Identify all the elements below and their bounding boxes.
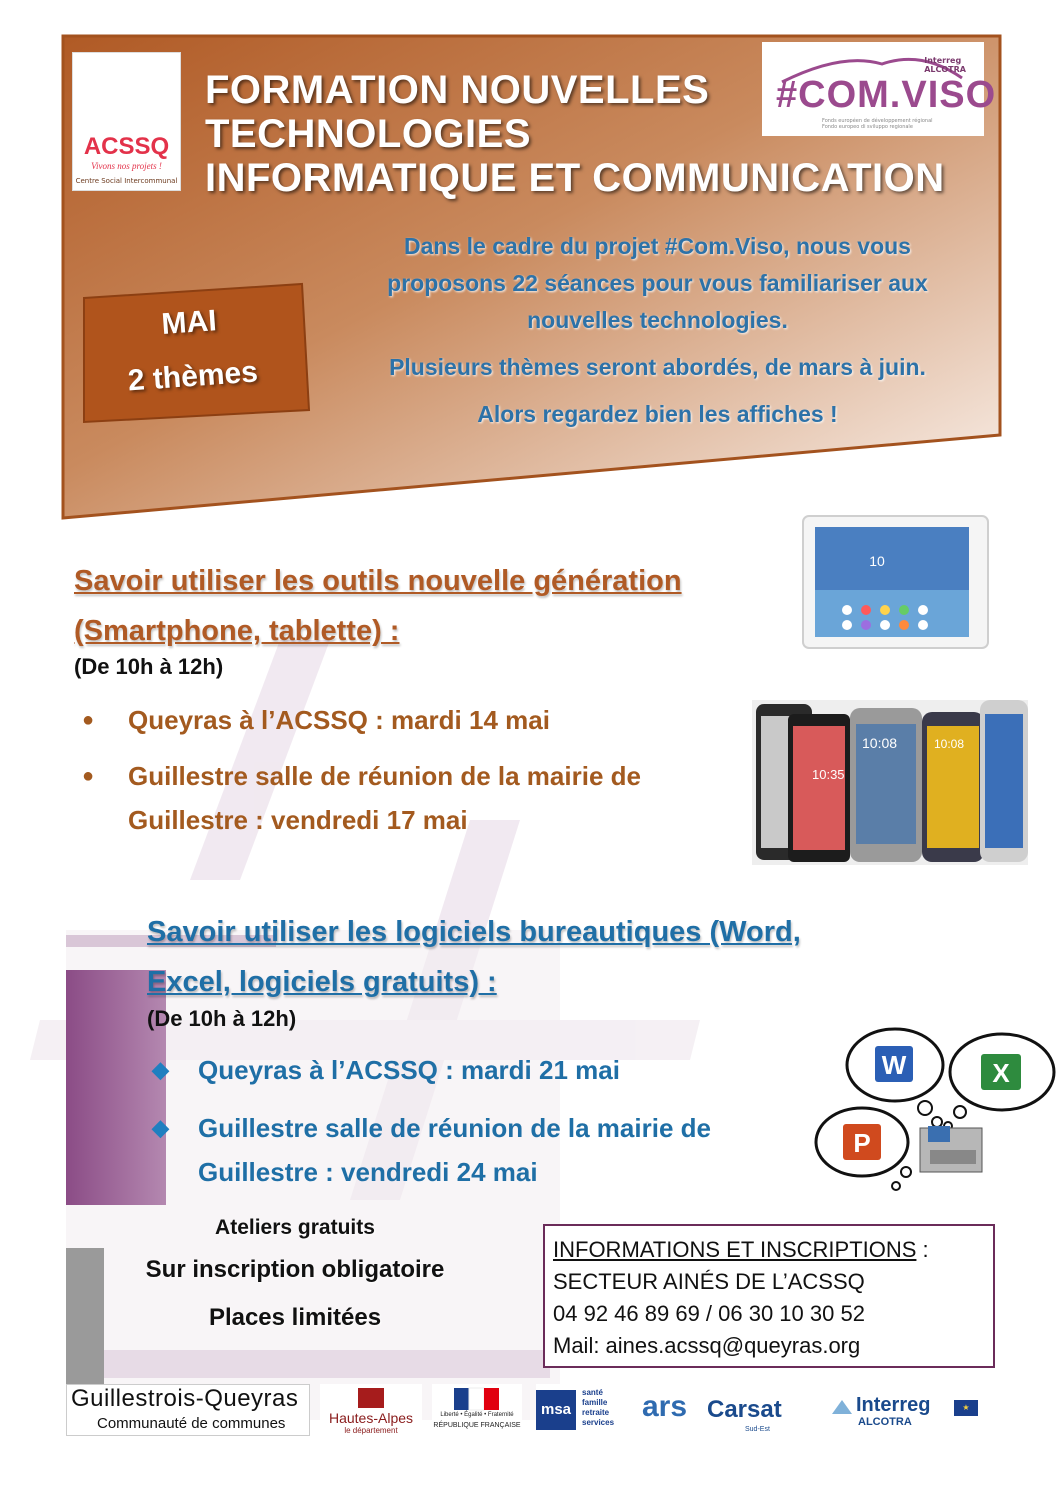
list-item (78, 754, 758, 842)
section1-list (78, 698, 758, 854)
section2-title (147, 907, 907, 1007)
title-line: INFORMATIQUE ET COMMUNICATION (205, 156, 945, 200)
list-item (78, 698, 758, 742)
carsat-name: Carsat (707, 1396, 782, 1423)
ars-logo (640, 1384, 698, 1436)
bullet-icon: ● (82, 765, 95, 787)
phone-clock-3: 10:08 (934, 737, 965, 751)
section2-title-line: Savoir utiliser les logiciels bureautiques (Word, (147, 916, 801, 948)
intro-line: Plusieurs thèmes seront abordés, de mars à juin. (389, 354, 926, 380)
intro-line: Dans le cadre du projet #Com.Viso, nous vous (404, 233, 911, 259)
intro-line: proposons 22 séances pour vous familiariser aux (387, 270, 928, 296)
list-item (150, 1106, 810, 1194)
bullet-icon: ● (82, 709, 95, 731)
interreg-triangle-icon (828, 1398, 856, 1418)
list-item-text: Guillestre salle de réunion de la mairie de Guillestre : vendredi 17 mai (128, 761, 641, 835)
section1-title-line: (Smartphone, tablette) : (74, 615, 400, 647)
republique-motto: Liberté • Égalité • Fraternité (440, 1412, 514, 1418)
comviso-logo (762, 42, 997, 136)
list-item-text: Queyras à l’ACSSQ : mardi 14 mai (128, 705, 550, 735)
intro-line: nouvelles technologies. (527, 307, 788, 333)
phone-clock-2: 10:08 (862, 735, 898, 751)
guillestrois-queyras-logo (66, 1384, 310, 1436)
acssq-logo-name: ACSSQ (83, 133, 170, 160)
hautes-alpes-emblem-icon (320, 1386, 422, 1410)
info-mail[interactable]: Mail: aines.acssq@queyras.org (553, 1333, 861, 1358)
list-item-text: Queyras à l’ACSSQ : mardi 21 mai (198, 1055, 620, 1085)
hautes-alpes-sub: le département (344, 1426, 398, 1435)
word-icon: W (881, 1050, 907, 1080)
month-badge-text (92, 290, 289, 411)
interreg-sub: ALCOTRA (858, 1416, 912, 1428)
powerpoint-icon: P (853, 1128, 871, 1158)
section2-list (150, 1048, 810, 1208)
ateliers-line: Ateliers gratuits (215, 1216, 375, 1239)
month-label: MAI (160, 304, 218, 341)
guillestrois-name: Guillestrois-Queyras (71, 1385, 299, 1412)
list-item (150, 1048, 810, 1092)
republique-name: RÉPUBLIQUE FRANÇAISE (433, 1422, 521, 1429)
msa-logo (536, 1384, 631, 1436)
themes-label: 2 thèmes (126, 355, 259, 398)
title-line: TECHNOLOGIES (205, 112, 532, 156)
ateliers-info (110, 1210, 480, 1342)
guillestrois-sub: Communauté de communes (97, 1415, 286, 1432)
section1-title-line: Savoir utiliser les outils nouvelle génération (74, 565, 682, 597)
acssq-logo-slogan: Vivons nos projets ! (91, 161, 162, 171)
republique-francaise-logo (432, 1384, 522, 1436)
comviso-fund-text: Fonds européen de développement régional Fondo europeo di sviluppo regionale (822, 118, 933, 130)
info-box (543, 1224, 995, 1368)
info-sector: SECTEUR AINÉS DE L’ACSSQ (553, 1269, 865, 1294)
msa-lines: santé famille retraite services (582, 1388, 615, 1427)
ars-name: ars (642, 1390, 688, 1423)
excel-icon: X (992, 1058, 1010, 1088)
list-item-text: Guillestre salle de réunion de la mairie de Guillestre : vendredi 24 mai (198, 1113, 711, 1187)
acssq-logo-subtitle: Centre Social Intercommunal (75, 177, 178, 185)
info-heading: INFORMATIONS ET INSCRIPTIONS : (553, 1237, 929, 1262)
carsat-sub: Sud-Est (745, 1426, 770, 1433)
diamond-bullet-icon: ◆ (152, 1115, 169, 1140)
diamond-bullet-icon: ◆ (152, 1057, 169, 1082)
ateliers-line: Places limitées (208, 1304, 382, 1331)
intro-text (330, 228, 985, 433)
acssq-logo (72, 52, 181, 191)
section1-time: (De 10h à 12h) (74, 654, 224, 679)
carsat-logo (705, 1384, 815, 1436)
phones-image (752, 700, 1028, 865)
tablet-image (803, 516, 988, 648)
office-clouds-image (816, 1029, 1054, 1190)
tablet-clock: 10 (869, 553, 885, 569)
ateliers-line: Sur inscription obligatoire (145, 1256, 445, 1283)
interreg-name: Interreg (856, 1394, 931, 1416)
comviso-mark: #COM.VISO (776, 74, 997, 116)
msa-mark: msa (536, 1390, 576, 1430)
hautes-alpes-name: Hautes-Alpes (328, 1410, 414, 1426)
section2-title-line: Excel, logiciels gratuits) : (147, 966, 497, 998)
phone-clock-1: 10:35 (812, 767, 845, 782)
intro-line: Alors regardez bien les affiches ! (477, 401, 838, 427)
interreg-logo (826, 1384, 986, 1436)
section2-time: (De 10h à 12h) (147, 1006, 297, 1031)
info-phones[interactable]: 04 92 46 89 69 / 06 30 10 30 52 (553, 1301, 865, 1326)
eu-flag-icon: ★ (954, 1400, 978, 1416)
title-line: FORMATION NOUVELLES (205, 68, 710, 112)
lavender-stripe (104, 1350, 550, 1378)
hautes-alpes-logo (320, 1384, 422, 1436)
section1-title (74, 556, 794, 656)
comviso-interreg-label: Interreg ALCOTRA (924, 56, 966, 74)
